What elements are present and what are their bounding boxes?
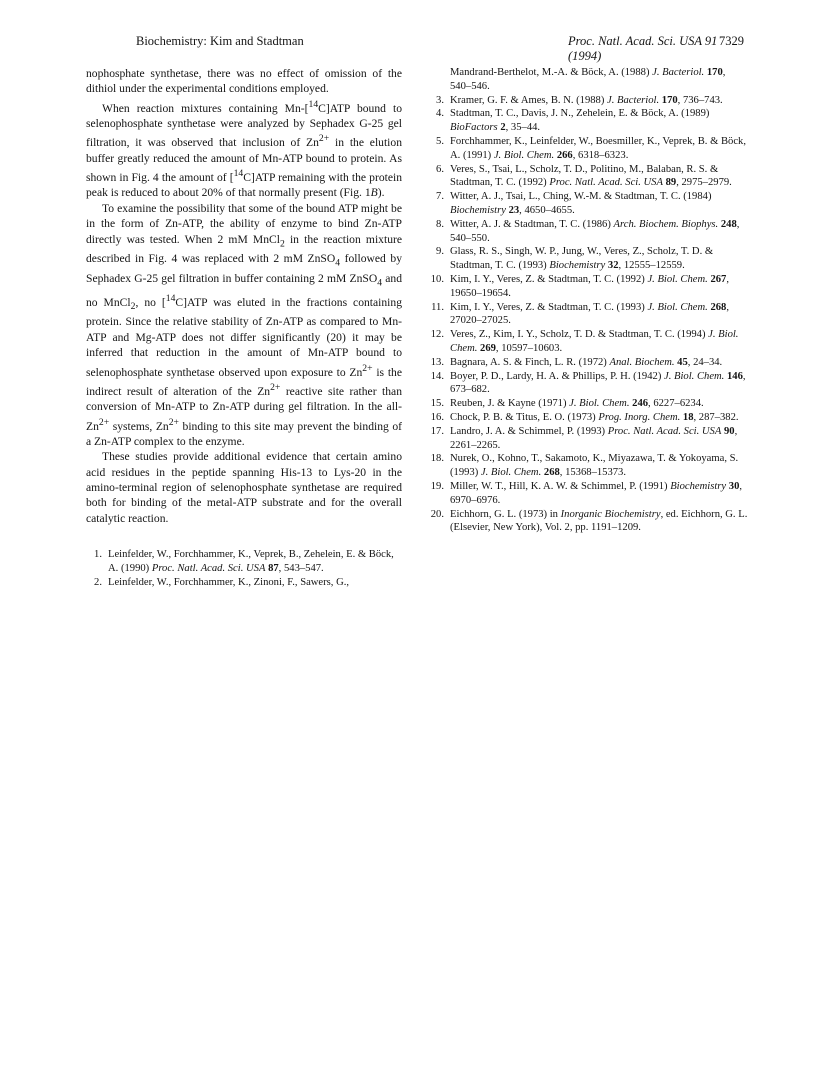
reference-journal: Inorganic Biochemistry — [560, 508, 661, 520]
reference-authors: Landro, J. A. & Schimmel, P. (1993) — [450, 425, 608, 437]
reference-number: 5. — [436, 135, 444, 147]
reference-authors: Kim, I. Y., Veres, Z. & Stadtman, T. C. (1992) — [450, 273, 648, 285]
reference-volume: 267 — [710, 273, 727, 285]
reference-item: 12. Veres, Z., Kim, I. Y., Scholz, T. D. & Stadtman, T. C. (1994) J. Biol. Chem. 269, 10597–10603. — [428, 328, 748, 356]
reference-volume: 268 — [543, 467, 560, 479]
reference-volume: 45 — [677, 356, 688, 368]
reference-authors: Veres, S., Tsai, L., Scholz, T. D., Politino, M., Balaban, R. S. & Stadtman, T. C. (1992) — [450, 163, 719, 189]
reference-pages: 2261–2265. — [450, 439, 501, 451]
reference-number: 19. — [430, 480, 444, 492]
reference-volume: 170 — [706, 67, 723, 78]
reference-volume: 246 — [632, 398, 649, 410]
reference-journal: J. Biol. Chem. — [664, 370, 725, 382]
paragraph-3: To examine the possibility that some of the bound ATP might be in the form of Zn-ATP, the ability of enzyme to bind Zn-ATP directly was tested. When 2 mM MnCl$_2$ in the reaction mixture described in Fig. 4 was replaced with 2 mM ZnSO$_4$ followed by Sephadex G-25 gel filtration in buffer containing 2 mM ZnSO$_4$ and no MnCl$_2$, no [$^{14}$C]ATP was eluted in the fractions containing protein. Since the relative stability of Zn-ATP as compared to Mn-ATP and Mg-ATP does not differ significantly (20) it may be inferred that reduction in the amount of Mn-ATP bound to selenophosphate synthetase observed upon exposure to $Zn^{2+}$ is the indirect result of alteration of the $Zn^{2+}$ reactive site rather than conversion of Mn-ATP to Zn-ATP during gel filtration. In the all-$Zn^{2+}$ systems, $Zn^{2+}$ binding to this site may prevent the binding of a Zn-ATP complex to the enzyme. — [86, 201, 402, 448]
reference-authors: Boyer, P. D., Lardy, H. A. & Phillips, P. H. (1942) — [450, 370, 665, 382]
reference-authors: Leinfelder, W., Forchhammer, K., Zinoni, F., Sawers, G., — [108, 576, 350, 588]
reference-journal: J. Biol. Chem. — [647, 301, 708, 313]
reference-pages: 2975–2979. — [681, 177, 732, 189]
reference-number: 7. — [436, 191, 444, 203]
header-journal: Proc. Natl. Acad. Sci. USA 91 (1994) — [568, 34, 718, 63]
reference-authors: Veres, Z., Kim, I. Y., Scholz, T. D. & Stadtman, T. C. (1994) — [450, 329, 709, 341]
reference-journal: Anal. Biochem. — [609, 356, 675, 368]
reference-authors: Stadtman, T. C., Davis, J. N., Zehelein, E. & Böck, A. (1989) — [450, 108, 710, 120]
reference-pages: 287–382. — [698, 411, 739, 423]
reference-journal: J. Biol. Chem. — [647, 273, 708, 285]
reference-pages: 27020–27025. — [450, 315, 511, 327]
reference-number: 17. — [430, 425, 444, 437]
reference-authors: Leinfelder, W., Forchhammer, K., Veprek, B., Zehelein, E. & Böck, A. (1990) — [108, 549, 394, 575]
reference-pages: 6970–6976. — [450, 494, 501, 506]
reference-journal: Proc. Natl. Acad. Sci. USA — [549, 177, 663, 189]
reference-journal: Proc. Natl. Acad. Sci. USA — [151, 563, 266, 575]
reference-item: 18. Nurek, O., Kohno, T., Sakamoto, K., Miyazawa, T. & Yokoyama, S. (1993) J. Biol. Chem. 268, 15368–15373. — [428, 452, 748, 480]
reference-number: 12. — [430, 329, 444, 341]
reference-item: Mandrand-Berthelot, M.-A. & Böck, A. (1988) J. Bacteriol. 170, 540–546. — [450, 67, 726, 92]
reference-journal: Prog. Inorg. Chem. — [598, 411, 681, 423]
reference-item: 1. Leinfelder, W., Forchhammer, K., Veprek, B., Zehelein, E. & Böck, A. (1990) Proc. Natl. Acad. Sci. USA 87, 543–547. — [86, 548, 402, 576]
reference-item: 10. Kim, I. Y., Veres, Z. & Stadtman, T. C. (1992) J. Biol. Chem. 267, 19650–19654. — [428, 273, 748, 301]
reference-volume: 269 — [480, 342, 496, 354]
reference-pages: 673–682. — [450, 384, 490, 396]
reference-item: 4. Stadtman, T. C., Davis, J. N., Zehelein, E. & Böck, A. (1989) BioFactors 2, 35–44. — [428, 107, 748, 135]
page-number: 7329 — [719, 34, 744, 48]
reference-journal: J. Bacteriol. — [652, 67, 705, 78]
reference-journal: Biochemistry — [670, 480, 727, 492]
reference-number: 9. — [436, 246, 444, 258]
reference-volume: 90 — [723, 425, 735, 437]
reference-number: 3. — [436, 94, 444, 106]
reference-number: 20. — [430, 508, 444, 520]
reference-pages: , ed. Eichhorn, G. L. (Elsevier, New York), Vol. 2, pp. 1191–1209. — [450, 508, 748, 534]
left-column — [86, 66, 402, 590]
reference-volume: 89 — [665, 177, 677, 189]
reference-pages: 24–34. — [693, 356, 723, 368]
reference-item: 16. Chock, P. B. & Titus, E. O. (1973) Prog. Inorg. Chem. 18, 287–382. — [428, 411, 748, 425]
reference-journal: Arch. Biochem. Biophys. — [613, 218, 719, 230]
header-authors: Biochemistry: Kim and Stadtman — [136, 34, 304, 48]
reference-journal: J. Biol. Chem. — [569, 398, 630, 410]
reference-volume: 146 — [727, 370, 743, 382]
reference-authors: Reuben, J. & Kayne (1971) — [450, 398, 570, 410]
reference-item: 3. Kramer, G. F. & Ames, B. N. (1988) J. Bacteriol. 170, 736–743. — [428, 94, 748, 108]
reference-number: 13. — [430, 356, 444, 368]
reference-pages: 540–546. — [450, 80, 490, 92]
reference-volume: 170 — [661, 94, 678, 106]
reference-item: 6. Veres, S., Tsai, L., Scholz, T. D., Politino, M., Balaban, R. S. & Stadtman, T. C. (1992) Proc. Natl. Acad. Sci. USA 89, 2975–2979. — [428, 163, 748, 191]
reference-journal: J. Bacteriol. — [607, 94, 660, 106]
reference-volume: 32 — [607, 260, 619, 272]
reference-number: 18. — [430, 453, 444, 465]
reference-pages: 6227–6234. — [653, 398, 704, 410]
reference-item: 9. Glass, R. S., Singh, W. P., Jung, W., Veres, Z., Scholz, T. D. & Stadtman, T. C. (1993) Biochemistry 32, 12555–12559. — [428, 245, 748, 273]
reference-item: 19. Miller, W. T., Hill, K. A. W. & Schimmel, P. (1991) Biochemistry 30, 6970–6976. — [428, 480, 748, 508]
running-header — [86, 34, 744, 63]
references-right — [428, 66, 748, 535]
reference-item: 8. Witter, A. J. & Stadtman, T. C. (1986) Arch. Biochem. Biophys. 248, 540–550. — [428, 218, 748, 246]
reference-number: 1. — [94, 549, 102, 561]
reference-number: 15. — [430, 398, 444, 410]
reference-authors: Glass, R. S., Singh, W. P., Jung, W., Veres, Z., Scholz, T. D. & Stadtman, T. C. (1993) — [450, 246, 714, 272]
reference-item: 7. Witter, A. J., Tsai, L., Ching, W.-M. & Stadtman, T. C. (1984) Biochemistry 23, 4650–4655. — [428, 190, 748, 218]
right-column — [428, 66, 748, 535]
reference-authors: Forchhammer, K., Leinfelder, W., Boesmiller, K., Veprek, B. & Böck, A. (1991) — [450, 135, 746, 161]
reference-pages: 19650–19654. — [450, 287, 511, 299]
reference-journal: Proc. Natl. Acad. Sci. USA — [607, 425, 722, 437]
reference-volume: 268 — [710, 301, 727, 313]
reference-item — [428, 508, 748, 536]
reference-item: 11. Kim, I. Y., Veres, Z. & Stadtman, T. C. (1993) J. Biol. Chem. 268, 27020–27025. — [428, 301, 748, 329]
paragraph-4: These studies provide additional evidence that certain amino acid residues in the peptide spanning His-13 to Lys-20 in the amino-terminal region of selenophosphate synthetase are required both for binding of the metal-ATP substrate and for the overall catalytic reaction. — [86, 450, 402, 525]
reference-item: 5. Forchhammer, K., Leinfelder, W., Boesmiller, K., Veprek, B. & Böck, A. (1991) J. Biol. Chem. 266, 6318–6323. — [428, 135, 748, 163]
reference-journal: J. Biol. Chem. — [493, 149, 555, 161]
reference-journal: Biochemistry — [450, 204, 506, 216]
reference-pages: 35–44. — [510, 122, 541, 134]
reference-pages: 543–547. — [283, 563, 324, 575]
reference-authors: Mandrand-Berthelot, M.-A. & Böck, A. (1988) — [450, 67, 653, 78]
reference-volume: 18 — [682, 411, 694, 423]
paragraph-1: nophosphate synthetase, there was no effect of omission of the dithiol under the experimental conditions employed. — [86, 67, 402, 96]
reference-pages: 540–550. — [450, 232, 490, 244]
reference-journal: BioFactors — [450, 122, 498, 134]
reference-item: 17. Landro, J. A. & Schimmel, P. (1993) Proc. Natl. Acad. Sci. USA 90, 2261–2265. — [428, 425, 748, 453]
reference-authors: Eichhorn, G. L. (1973) in — [450, 508, 561, 520]
reference-number: 2. — [94, 576, 102, 588]
reference-number: 14. — [430, 370, 444, 382]
reference-authors: Kim, I. Y., Veres, Z. & Stadtman, T. C. (1993) — [450, 301, 648, 313]
reference-journal: Biochemistry — [549, 260, 606, 272]
reference-number: 6. — [436, 163, 444, 175]
reference-number: 11. — [431, 301, 444, 313]
reference-volume: 30 — [728, 480, 740, 492]
reference-item: 14. Boyer, P. D., Lardy, H. A. & Phillips, P. H. (1942) J. Biol. Chem. 146, 673–682. — [428, 370, 748, 398]
reference-volume: 87 — [268, 563, 279, 575]
reference-journal: J. Biol. Chem. — [450, 329, 739, 354]
reference-authors: Kramer, G. F. & Ames, B. N. (1988) — [450, 94, 608, 106]
reference-pages: 736–743. — [682, 94, 723, 106]
reference-number: 16. — [430, 411, 444, 423]
paragraph-2: When reaction mixtures containing Mn-[$^{14}$C]ATP bound to selenophosphate synthetase were analyzed by Sephadex G-25 gel filtration, it was observed that inclusion of $Zn^{2+}$ in the elution buffer greatly reduced the amount of Mn-ATP bound to protein. As shown in Fig. 4 the amount of [$^{14}$C]ATP remaining with the protein peak is reduced to about 20% of that normally present (Fig. 1B). — [86, 98, 403, 200]
reference-item: 15. Reuben, J. & Kayne (1971) J. Biol. Chem. 246, 6227–6234. — [428, 397, 748, 411]
reference-authors: Miller, W. T., Hill, K. A. W. & Schimmel, P. (1991) — [450, 480, 671, 492]
reference-authors: Bagnara, A. S. & Finch, L. R. (1972) — [450, 356, 610, 368]
reference-pages: 4650–4655. — [524, 204, 575, 216]
reference-journal: J. Biol. Chem. — [480, 467, 542, 479]
reference-item — [86, 576, 402, 590]
reference-number: 4. — [436, 108, 444, 120]
reference-authors: Witter, A. J. & Stadtman, T. C. (1986) — [450, 218, 614, 230]
references-left — [86, 548, 402, 589]
reference-volume: 248 — [720, 218, 737, 230]
reference-authors: Chock, P. B. & Titus, E. O. (1973) — [450, 411, 599, 423]
reference-number: 8. — [436, 218, 444, 230]
reference-volume: 2 — [500, 122, 506, 134]
reference-authors: Nurek, O., Kohno, T., Sakamoto, K., Miyazawa, T. & Yokoyama, S. (1993) — [450, 453, 739, 479]
reference-pages: 10597–10603. — [501, 342, 563, 354]
reference-volume: 266 — [556, 149, 573, 161]
reference-number: 10. — [430, 273, 444, 285]
reference-item: 13. Bagnara, A. S. & Finch, L. R. (1972) Anal. Biochem. 45, 24–34. — [428, 356, 748, 370]
reference-authors: Witter, A. J., Tsai, L., Ching, W.-M. & Stadtman, T. C. (1984) — [450, 191, 712, 203]
reference-pages: 12555–12559. — [623, 260, 685, 272]
reference-pages: 6318–6323. — [578, 149, 629, 161]
reference-volume: 23 — [508, 204, 520, 216]
reference-pages: 15368–15373. — [565, 467, 626, 479]
